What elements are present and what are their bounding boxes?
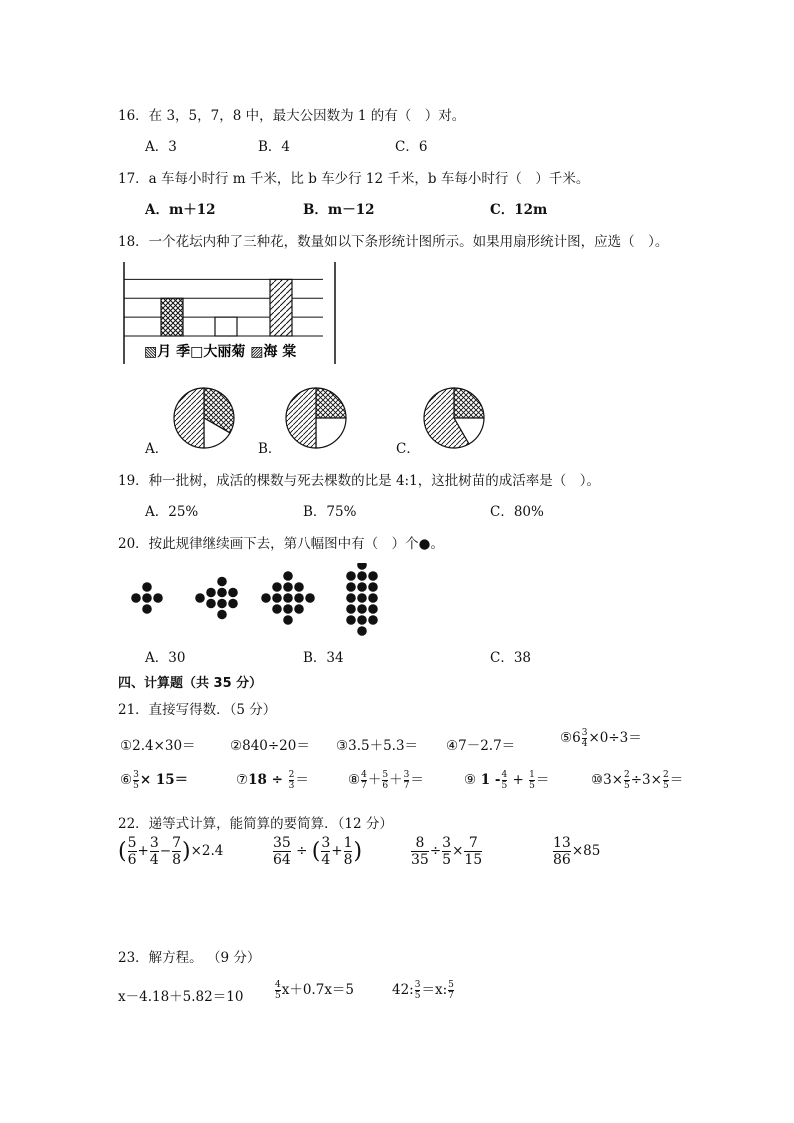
q20-option-a[interactable]: A．30	[145, 650, 186, 666]
dot	[283, 582, 293, 592]
dot	[357, 582, 367, 592]
dot	[142, 593, 152, 603]
dot	[357, 615, 367, 625]
q18-option-b-label[interactable]: B．	[258, 441, 282, 457]
dot	[346, 615, 356, 625]
q16-stem: 16．在 3，5，7，8 中，最大公因数为 1 的有（ ）对。	[118, 108, 466, 124]
dot-pattern-3	[261, 571, 315, 625]
pie-slice-diagonal	[286, 388, 316, 448]
q19-option-b[interactable]: B．75%	[303, 504, 357, 520]
q22-expr-4: $\frac{13}{86}$ ×85	[553, 835, 601, 868]
dot	[368, 615, 378, 625]
dot	[357, 571, 367, 581]
dot	[261, 593, 271, 603]
q21-item-7: ⑦18 ÷ $\frac{2}{3}$ ＝	[236, 769, 309, 791]
dot	[131, 593, 141, 603]
dot	[217, 588, 227, 598]
q23-stem: 23．解方程。 （9 分）	[118, 950, 261, 966]
pie-slice-white	[316, 418, 346, 448]
dot	[142, 604, 152, 614]
q21-item-5: ⑤6 $\frac{3}{4}$ ×0÷3＝	[560, 727, 642, 749]
q21-item-3: ③3.5＋5.3＝	[336, 738, 419, 754]
dot-pattern-2	[195, 577, 238, 620]
bar-2	[215, 317, 237, 336]
dot-pattern-4	[346, 563, 378, 636]
q21-item-6: ⑥ $\frac{3}{5}$ × 15＝	[120, 769, 189, 791]
pie-option-b[interactable]	[283, 385, 349, 451]
q19-stem: 19．种一批树，成活的棵数与死去棵数的比是 4:1，这批树苗的成活率是（ ）。	[118, 473, 600, 489]
dot	[346, 593, 356, 603]
pie-option-a[interactable]	[171, 385, 237, 451]
dot	[346, 582, 356, 592]
dot	[357, 563, 367, 570]
q21-stem: 21．直接写得数．（5 分）	[118, 702, 277, 718]
bar-3	[270, 279, 292, 336]
dot	[346, 571, 356, 581]
dot	[206, 599, 216, 609]
dot	[217, 577, 227, 587]
q21-item-10: ⑩3× $\frac{2}{5}$ ÷3× $\frac{2}{5}$ ＝	[591, 769, 684, 791]
q17-option-c[interactable]: C．12m	[490, 202, 548, 218]
q23-equation-1: x－4.18＋5.82＝10	[118, 989, 244, 1005]
q21-item-2: ②840÷20＝	[230, 738, 310, 754]
dot	[272, 593, 282, 603]
q16-option-a[interactable]: A．3	[145, 139, 177, 155]
q23-equation-2: $\frac{4}{5}$ x＋0.7x＝5	[275, 979, 355, 1001]
q18-bar-chart	[118, 258, 343, 368]
dot	[305, 593, 315, 603]
q17-option-a[interactable]: A．m＋12	[145, 202, 216, 218]
dot	[272, 582, 282, 592]
q19-option-a[interactable]: A．25%	[145, 504, 199, 520]
dot	[217, 599, 227, 609]
dot	[368, 571, 378, 581]
q19-option-c[interactable]: C．80%	[490, 504, 544, 520]
dot	[283, 593, 293, 603]
dot	[283, 604, 293, 614]
q20-option-b[interactable]: B．34	[303, 650, 344, 666]
q21-item-1: ①2.4×30＝	[120, 738, 196, 754]
q20-stem: 20．按此规律继续画下去，第八幅图中有（ ）个●。	[118, 536, 444, 552]
q22-expr-2: $\frac{35}{64}$ ÷ ( $\frac{3}{4}$ + $\frac{1}{8}$ )	[273, 835, 363, 868]
q16-option-c[interactable]: C．6	[395, 139, 428, 155]
dot	[346, 604, 356, 614]
dot	[195, 593, 205, 603]
dot	[272, 604, 282, 614]
dot-pattern-1	[131, 582, 163, 614]
dot	[228, 588, 238, 598]
pie-slice-crosshatch	[316, 388, 346, 418]
dot	[283, 615, 293, 625]
dot	[142, 582, 152, 592]
q21-item-8: ⑧ $\frac{4}{7}$ ＋ $\frac{5}{6}$ ＋ $\frac{3}{7}$ ＝	[348, 769, 424, 791]
q17-stem: 17．a 车每小时行 m 千米，比 b 车少行 12 千米，b 车每小时行（ ）千米。	[118, 171, 590, 187]
pie-option-c[interactable]	[421, 385, 487, 451]
q16-option-b[interactable]: B．4	[258, 139, 291, 155]
q18-stem: 18．一个花坛内种了三种花，数量如以下条形统计图所示。如果用扇形统计图，应选（ ）。	[118, 234, 669, 250]
pie-slice-diagonal	[174, 388, 204, 448]
q18-option-a-label[interactable]: A．	[145, 441, 169, 457]
q17-option-b[interactable]: B．m－12	[303, 202, 375, 218]
pie-slice-crosshatch	[454, 388, 484, 418]
dot	[357, 626, 367, 636]
q20-option-c[interactable]: C．38	[490, 650, 532, 666]
dot	[357, 593, 367, 603]
dot	[283, 571, 293, 581]
dot	[294, 582, 304, 592]
q23-equation-3: 42: $\frac{3}{5}$ ＝x: $\frac{5}{7}$	[392, 979, 454, 1001]
dot	[228, 599, 238, 609]
dot	[368, 582, 378, 592]
dot	[357, 604, 367, 614]
bar-1	[161, 298, 183, 336]
q22-stem: 22．递等式计算，能简算的要简算．（12 分）	[118, 816, 393, 832]
dot	[368, 593, 378, 603]
q18-legend: ▧月 季□大丽菊 ▨海 棠	[144, 344, 297, 360]
dot	[217, 610, 227, 620]
q20-dot-patterns	[125, 563, 390, 638]
q21-item-9: ⑨ 1 - $\frac{4}{5}$ + $\frac{1}{5}$ ＝	[464, 769, 550, 791]
dot	[294, 593, 304, 603]
dot	[368, 604, 378, 614]
dot	[153, 593, 163, 603]
dot	[206, 588, 216, 598]
q18-option-c-label[interactable]: C．	[396, 441, 420, 457]
q22-expr-1: ( $\frac{5}{6}$ + $\frac{3}{4}$ − $\frac{7}{8}$ )×2.4	[118, 835, 224, 868]
dot	[294, 604, 304, 614]
q22-expr-3: $\frac{8}{35}$ ÷ $\frac{3}{5}$ × $\frac{7}{15}$	[411, 835, 483, 868]
section4-title: 四、计算题（共 35 分）	[118, 676, 263, 691]
q21-item-4: ④7－2.7＝	[446, 738, 516, 754]
